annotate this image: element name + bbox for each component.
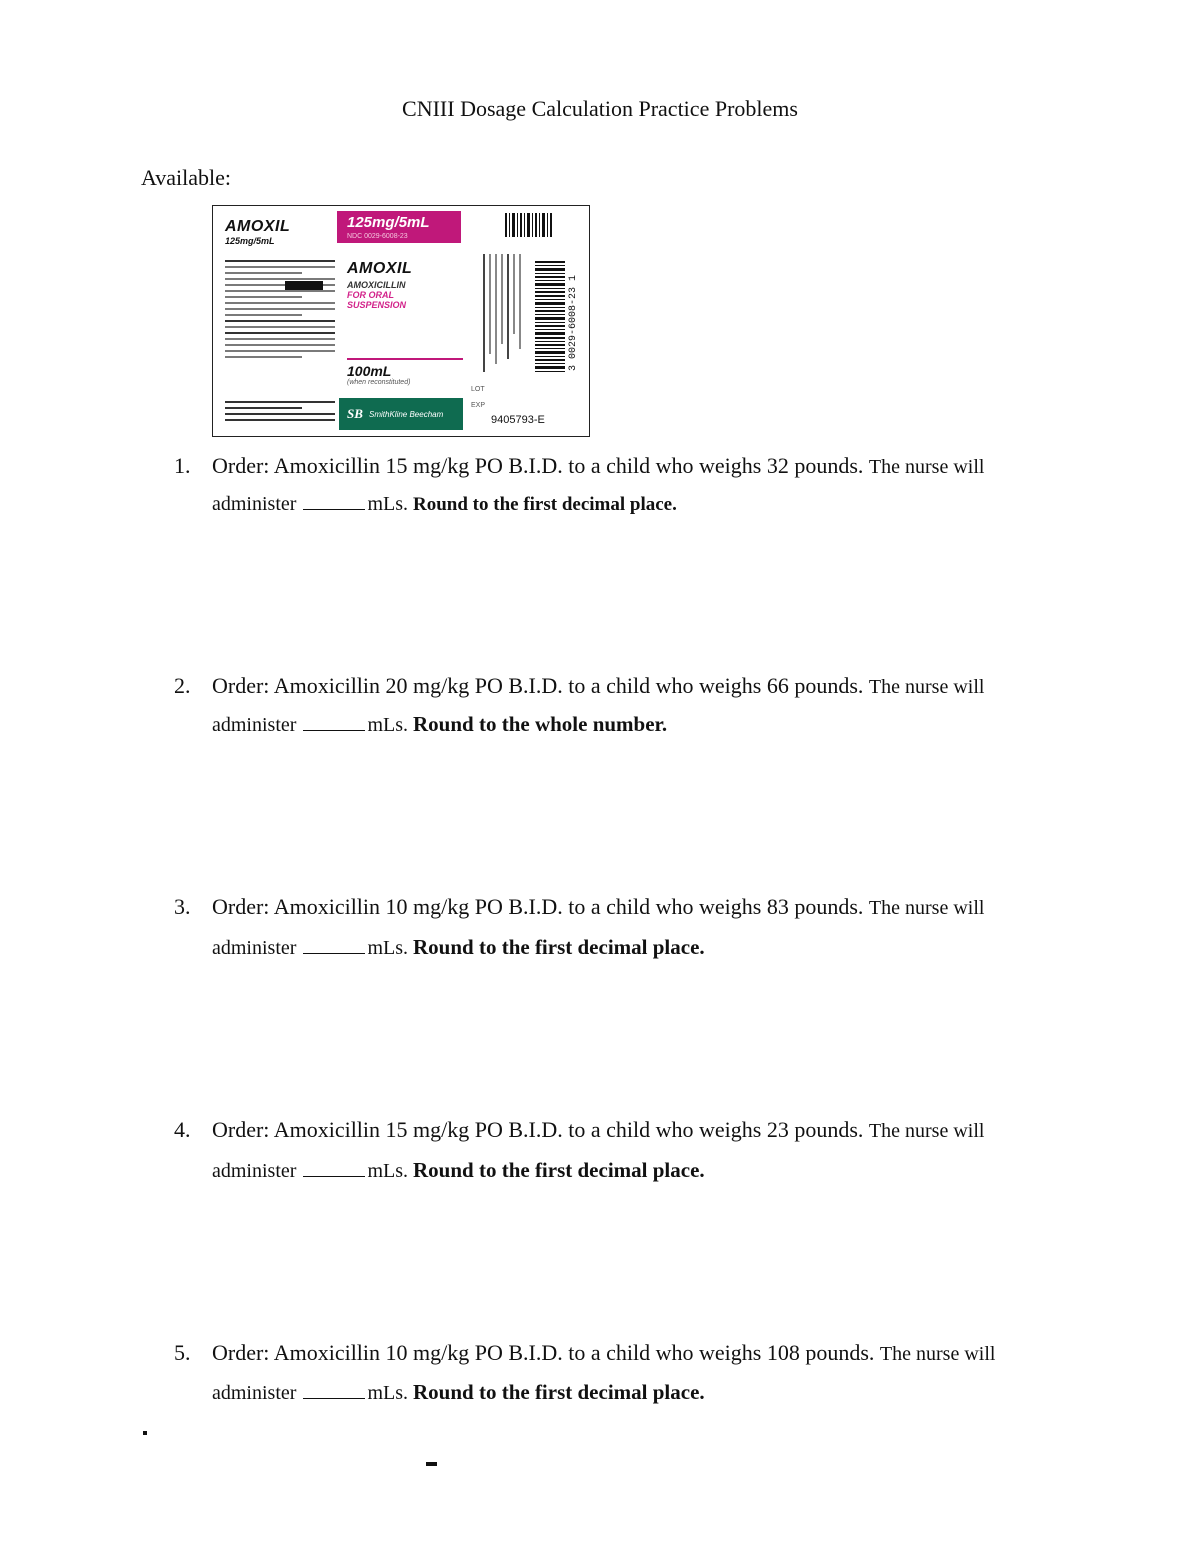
answer-blank[interactable] — [303, 1162, 365, 1177]
order-text: Order: Amoxicillin 10 mg/kg PO B.I.D. to a child who weighs 83 pounds. — [212, 894, 864, 919]
administer-text: administer — [212, 493, 297, 515]
unit-text: mLs. — [367, 1382, 408, 1404]
label-strength-left: 125mg/5mL — [225, 236, 275, 246]
label-form-line1: FOR ORAL — [347, 290, 394, 300]
question-order — [212, 1340, 995, 1366]
rounding-instruction: Round to the first decimal place. — [413, 1158, 705, 1182]
unit-text: mLs. — [367, 714, 408, 736]
administer-text: administer — [212, 714, 297, 736]
nurse-text: The nurse will — [868, 676, 985, 698]
barcode-side-icon — [535, 261, 565, 373]
administer-text: administer — [212, 937, 297, 959]
barcode-top-icon — [505, 213, 553, 239]
order-text: Order: Amoxicillin 10 mg/kg PO B.I.D. to a child who weighs 108 pounds. — [212, 1340, 875, 1365]
label-vertical-text — [479, 254, 539, 374]
label-strength-banner — [337, 211, 461, 243]
question-answer-line — [212, 493, 677, 516]
question-number: 2. — [174, 673, 191, 698]
label-volume: 100mL — [347, 363, 392, 379]
question-answer-line — [212, 712, 667, 737]
question-number: 5. — [174, 1340, 191, 1365]
question-order — [212, 1117, 984, 1143]
label-exp: EXP — [471, 402, 486, 409]
label-generic-name: AMOXICILLIN — [347, 280, 406, 290]
label-brand-main: AMOXIL — [347, 260, 413, 277]
label-form-line2: SUSPENSION — [347, 300, 407, 310]
stray-dash-mark — [426, 1462, 437, 1466]
administer-text: administer — [212, 1160, 297, 1182]
label-manufacturer-banner — [339, 398, 463, 430]
manufacturer-name: SmithKline Beecham — [369, 410, 444, 419]
drug-label-image — [212, 205, 590, 437]
label-code: 9405793-E — [491, 414, 545, 426]
document-title: CNIII Dosage Calculation Practice Problems — [402, 96, 798, 121]
manufacturer-logo: SB — [347, 406, 363, 421]
question-order — [212, 673, 984, 699]
question-number: 4. — [174, 1117, 191, 1142]
rounding-instruction: Round to the whole number. — [413, 712, 668, 736]
unit-text: mLs. — [367, 493, 408, 515]
question-answer-line — [212, 1158, 705, 1183]
nurse-text: The nurse will — [868, 456, 985, 478]
label-directions-text — [225, 260, 335, 362]
question-number: 1. — [174, 453, 191, 478]
answer-blank[interactable] — [303, 716, 365, 731]
answer-blank[interactable] — [303, 939, 365, 954]
order-text: Order: Amoxicillin 15 mg/kg PO B.I.D. to a child who weighs 23 pounds. — [212, 1117, 864, 1142]
rounding-instruction: Round to the first decimal place. — [413, 494, 677, 515]
label-lot: LOT — [471, 386, 485, 393]
label-black-tag — [285, 281, 323, 290]
unit-text: mLs. — [367, 937, 408, 959]
stray-dot-mark — [143, 1431, 147, 1435]
nurse-text: The nurse will — [868, 1120, 985, 1142]
label-ndc: NDC 0029-6008-23 — [347, 233, 408, 240]
rounding-instruction: Round to the first decimal place. — [413, 1380, 705, 1404]
answer-blank[interactable] — [303, 495, 365, 510]
label-strength: 125mg/5mL — [347, 214, 430, 231]
question-order — [212, 894, 984, 920]
label-divider — [347, 358, 463, 360]
label-dosage-form — [347, 290, 457, 310]
available-label: Available: — [141, 165, 231, 190]
rounding-instruction: Round to the first decimal place. — [413, 935, 705, 959]
label-volume-note: (when reconstituted) — [347, 379, 411, 386]
label-storage-text — [225, 401, 335, 425]
question-order — [212, 453, 984, 479]
order-text: Order: Amoxicillin 15 mg/kg PO B.I.D. to a child who weighs 32 pounds. — [212, 453, 864, 478]
question-answer-line — [212, 935, 705, 960]
label-brand-left: AMOXIL — [225, 218, 291, 235]
question-number: 3. — [174, 894, 191, 919]
unit-text: mLs. — [367, 1160, 408, 1182]
order-text: Order: Amoxicillin 20 mg/kg PO B.I.D. to a child who weighs 66 pounds. — [212, 673, 864, 698]
nurse-text: The nurse will — [868, 897, 985, 919]
answer-blank[interactable] — [303, 1384, 365, 1399]
administer-text: administer — [212, 1382, 297, 1404]
label-upc-number: 3 0029-6008-23 1 — [568, 274, 579, 371]
question-answer-line — [212, 1380, 705, 1405]
nurse-text: The nurse will — [879, 1343, 996, 1365]
